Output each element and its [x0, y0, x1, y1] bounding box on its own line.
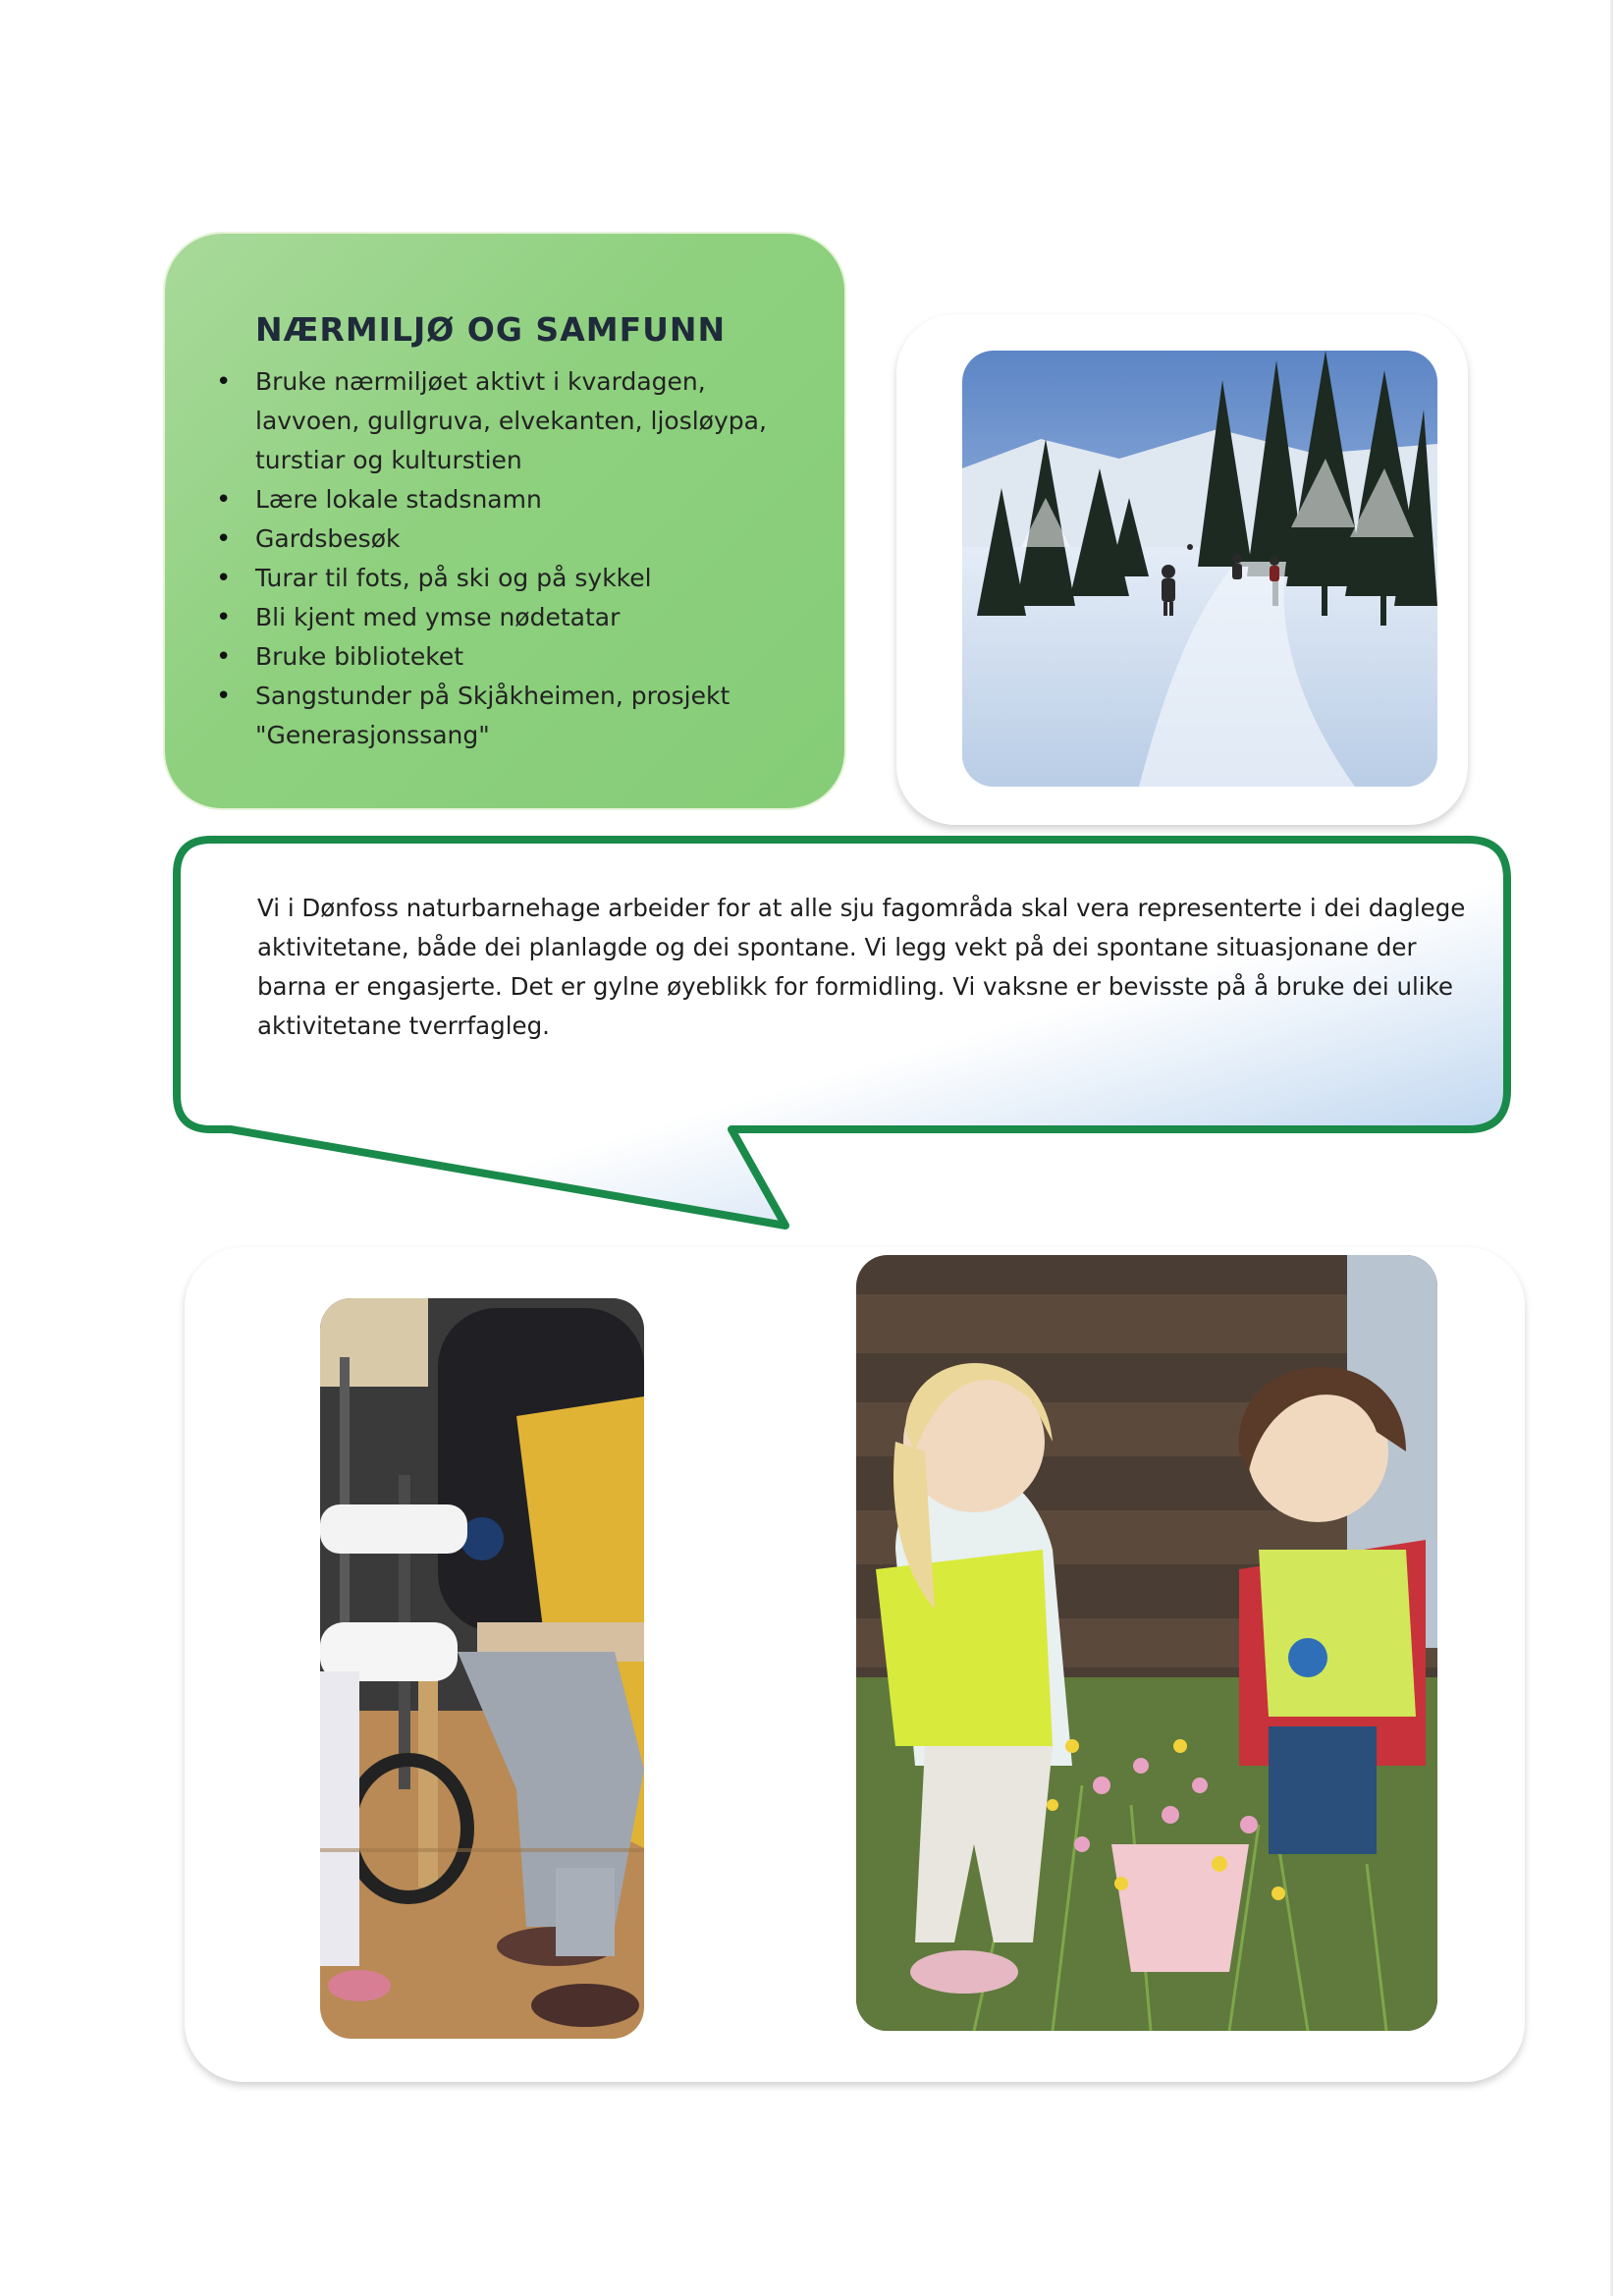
callout-text: Vi i Dønfoss naturbarnehage arbeider for at alle sju fagområda skal vera representerte i dei daglege aktivitetane, både dei planlagde og dei spontane. Vi legg vekt på dei spontane situasjonane der barna er engasjerte. Det er gylne øyeblikk for formidling. Vi vaksne er bevisste på å bruke dei ulike aktivitetane tverrfagleg.	[257, 894, 1466, 1040]
list-item: • Gardsbesøk	[216, 519, 805, 559]
list-item: • Bruke nærmiljøet aktivt i kvardagen, lavvoen, gullgruva, elvekanten, ljosløypa, turstiar og kulturstien	[216, 362, 805, 480]
list-item: • Lære lokale stadsnamn	[216, 480, 805, 519]
list-item: • Sangstunder på Skjåkheimen, prosjekt "Generasjonssang"	[216, 677, 805, 755]
section-title: NÆRMILJØ OG SAMFUNN	[255, 310, 727, 349]
list-item: • Bruke biblioteket	[216, 637, 805, 677]
nursing-home-visit-photo	[320, 1298, 644, 2039]
list-item: • Bli kjent med ymse nødetatar	[216, 598, 805, 637]
list-item: • Turar til fots, på ski og på sykkel	[216, 559, 805, 598]
flower-picking-photo	[856, 1255, 1437, 2031]
